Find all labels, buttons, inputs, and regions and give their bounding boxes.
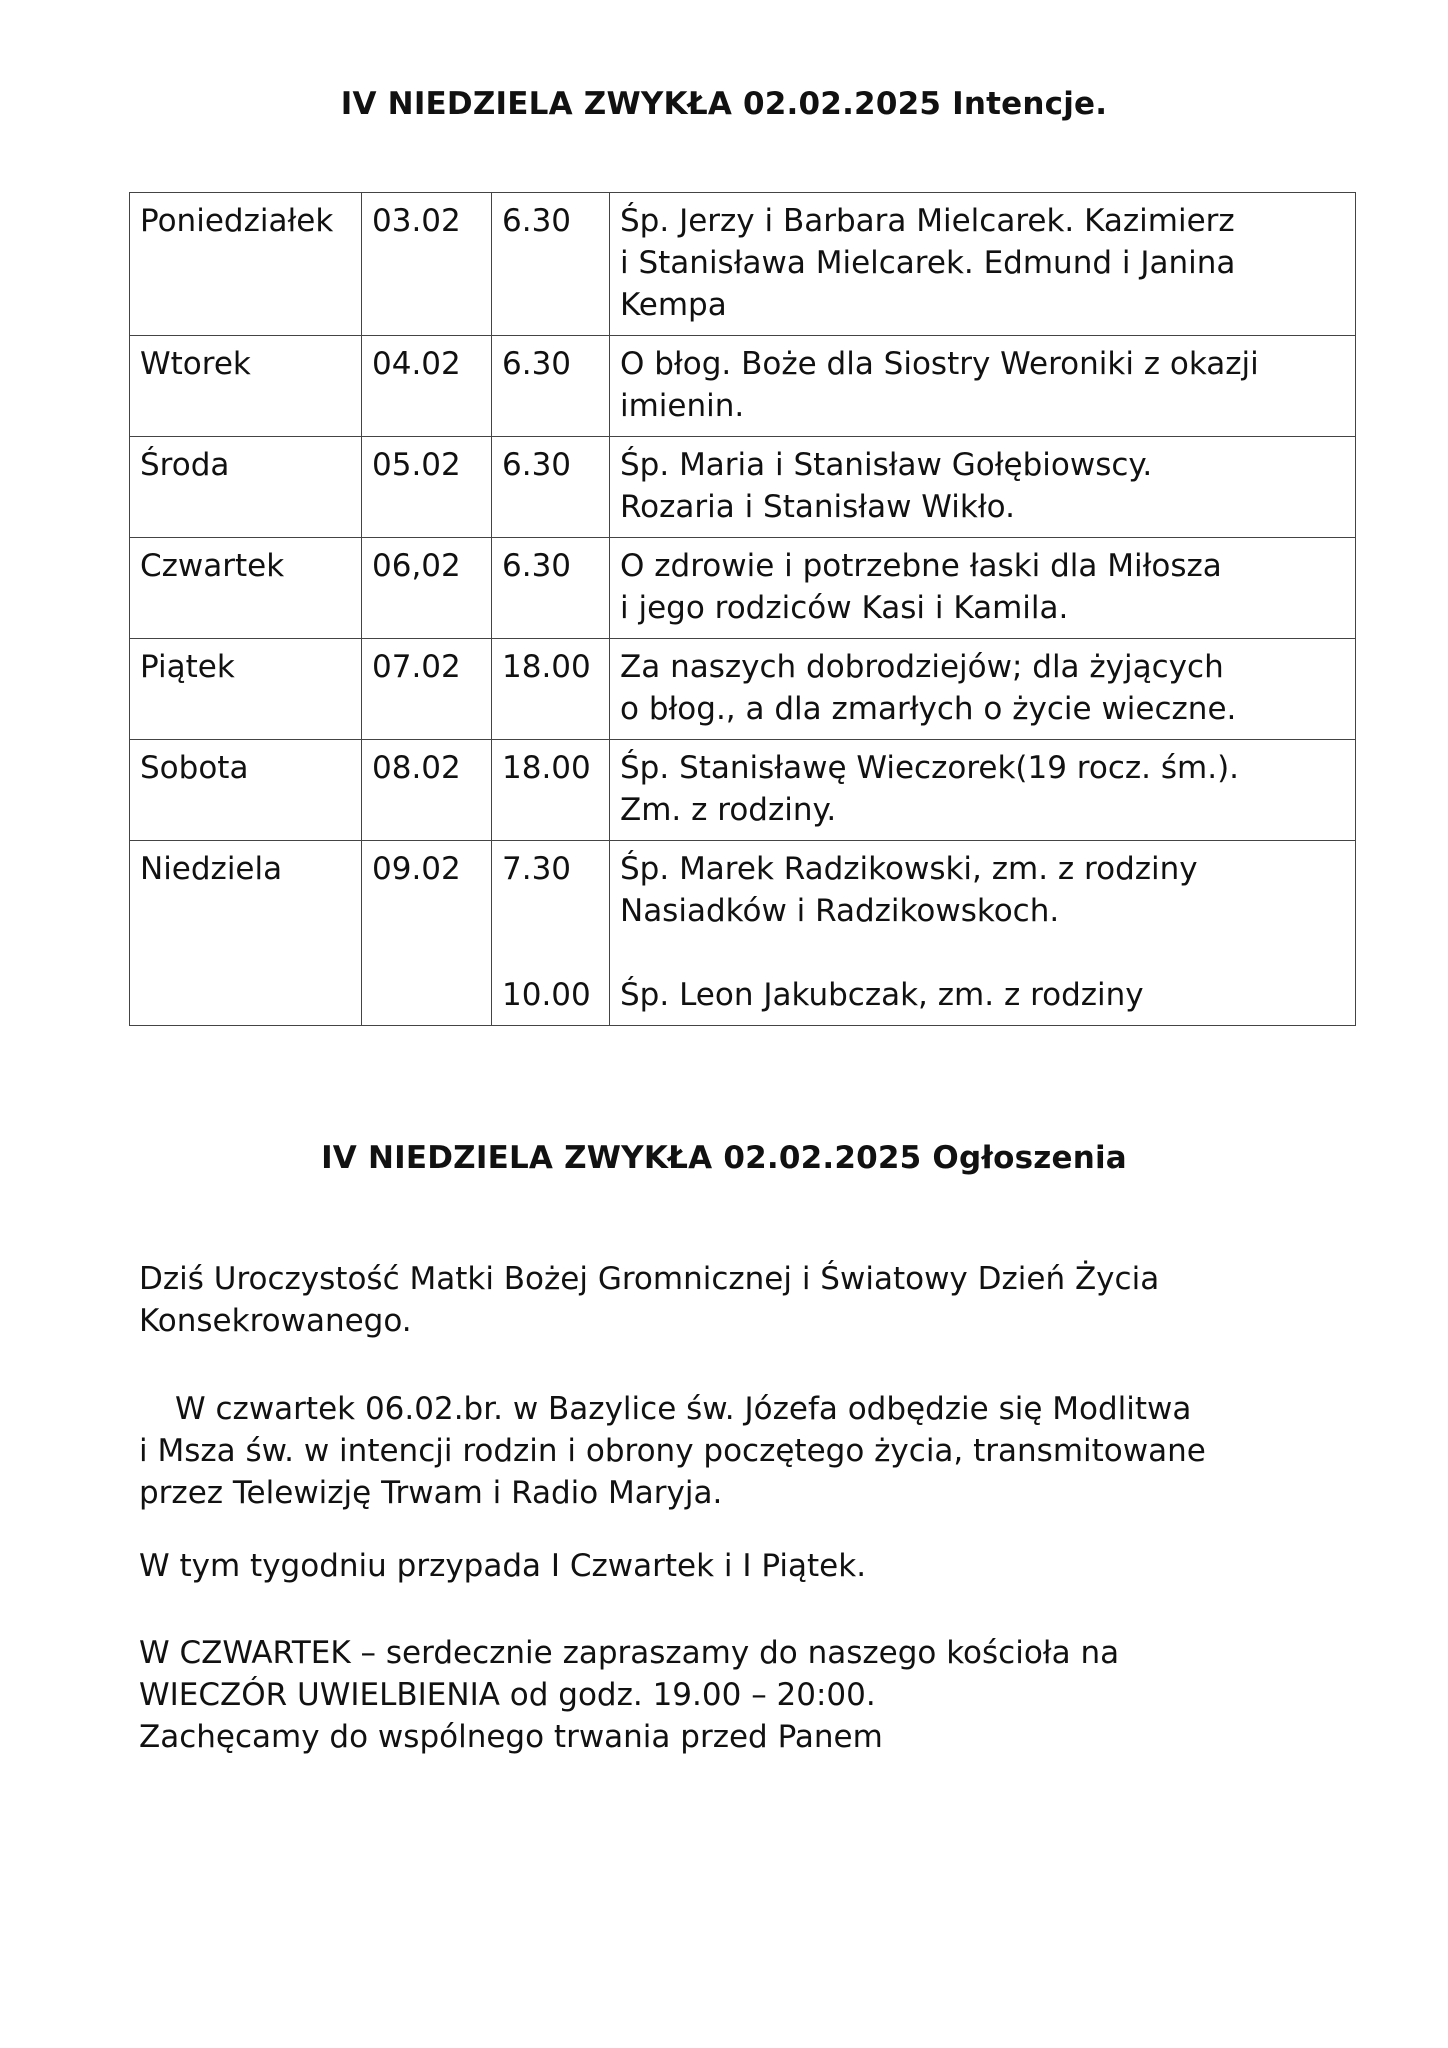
announcement-line: WIECZÓR UWIELBIENIA od godz. 19.00 – 20:00. [139, 1677, 876, 1713]
announcement-line: i Msza św. w intencji rodzin i obrony poczętego życia, transmitowane [139, 1433, 1206, 1469]
time-cell: 6.30 [492, 193, 610, 336]
time-cell: 6.30 [492, 538, 610, 639]
table-row [130, 740, 1356, 841]
announcement-paragraph [139, 1258, 1299, 1342]
day-cell: Wtorek [130, 336, 362, 437]
announcement-paragraph [139, 1545, 1299, 1587]
ogloszenia-title: IV NIEDZIELA ZWYKŁA 02.02.2025 Ogłoszenia [321, 1140, 1127, 1176]
date-cell: 06,02 [362, 538, 492, 639]
intencje-title: IV NIEDZIELA ZWYKŁA 02.02.2025 Intencje. [340, 86, 1108, 122]
table-row [130, 639, 1356, 740]
announcement-line: przez Telewizję Trwam i Radio Maryja. [139, 1475, 723, 1511]
intention-cell [610, 740, 1356, 841]
day-cell: Piątek [130, 639, 362, 740]
time-cell [492, 841, 610, 1026]
day-cell: Czwartek [130, 538, 362, 639]
date-cell: 03.02 [362, 193, 492, 336]
time-cell: 18.00 [492, 740, 610, 841]
announcement-paragraph [139, 1632, 1299, 1758]
date-cell: 09.02 [362, 841, 492, 1026]
intention-line: Śp. Leon Jakubczak, zm. z rodziny [620, 977, 1144, 1013]
day-cell: Środa [130, 437, 362, 538]
day-cell: Niedziela [130, 841, 362, 1026]
table-row [130, 336, 1356, 437]
intention-line: Śp. Marek Radzikowski, zm. z rodziny [620, 851, 1198, 887]
intention-cell [610, 336, 1356, 437]
announcement-line: W czwartek 06.02.br. w Bazylice św. Józefa odbędzie się Modlitwa [175, 1391, 1192, 1427]
intention-line: Za naszych dobrodziejów; dla żyjących [620, 649, 1224, 685]
intention-line: i jego rodziców Kasi i Kamila. [620, 590, 1069, 626]
intention-line: Kempa [620, 287, 727, 323]
time-cell: 18.00 [492, 639, 610, 740]
table-row [130, 538, 1356, 639]
intention-line: Śp. Jerzy i Barbara Mielcarek. Kazimierz [620, 203, 1235, 239]
intention-cell [610, 193, 1356, 336]
time-cell: 6.30 [492, 336, 610, 437]
table-row [130, 841, 1356, 1026]
date-cell: 05.02 [362, 437, 492, 538]
announcement-paragraph [139, 1388, 1299, 1514]
intention-line: Śp. Stanisławę Wieczorek(19 rocz. śm.). [620, 750, 1240, 786]
announcement-line: Konsekrowanego. [139, 1303, 412, 1339]
intention-line: imienin. [620, 388, 745, 424]
announcement-line: W tym tygodniu przypada I Czwartek i I Piątek. [139, 1548, 867, 1584]
intention-line: O zdrowie i potrzebne łaski dla Miłosza [620, 548, 1222, 584]
day-cell: Poniedziałek [130, 193, 362, 336]
intention-cell [610, 538, 1356, 639]
announcement-line: Zachęcamy do wspólnego trwania przed Panem [139, 1719, 883, 1755]
time-value: 10.00 [502, 977, 591, 1013]
intention-line: i Stanisława Mielcarek. Edmund i Janina [620, 245, 1236, 281]
intention-line: Nasiadków i Radzikowskoch. [620, 893, 1060, 929]
date-cell: 04.02 [362, 336, 492, 437]
intention-line: Zm. z rodziny. [620, 792, 837, 828]
table-row [130, 193, 1356, 336]
date-cell: 08.02 [362, 740, 492, 841]
intention-line: Śp. Maria i Stanisław Gołębiowscy. [620, 447, 1153, 483]
table-row [130, 437, 1356, 538]
mass-intentions-table [129, 192, 1356, 1026]
announcement-line: W CZWARTEK – serdecznie zapraszamy do naszego kościoła na [139, 1635, 1120, 1671]
intention-cell [610, 639, 1356, 740]
day-cell: Sobota [130, 740, 362, 841]
announcement-line: Dziś Uroczystość Matki Bożej Gromnicznej i Światowy Dzień Życia [139, 1261, 1160, 1297]
intention-line: O błog. Boże dla Siostry Weroniki z okazji [620, 346, 1259, 382]
intention-line: Rozaria i Stanisław Wikło. [620, 489, 1015, 525]
intention-cell [610, 841, 1356, 1026]
time-value: 7.30 [502, 851, 572, 887]
time-cell: 6.30 [492, 437, 610, 538]
date-cell: 07.02 [362, 639, 492, 740]
intention-cell [610, 437, 1356, 538]
intention-line: o błog., a dla zmarłych o życie wieczne. [620, 691, 1237, 727]
